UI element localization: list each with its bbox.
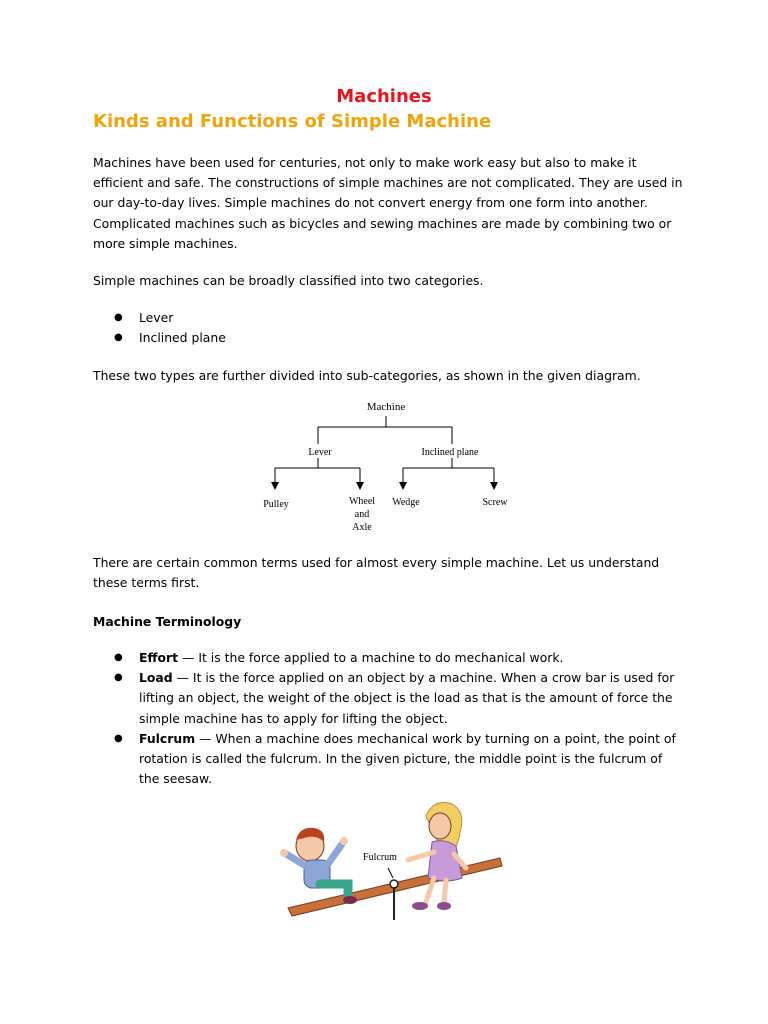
bullet: ● <box>114 652 123 663</box>
diagram-leaf-axle: Axle <box>352 522 372 533</box>
fulcrum-label: Fulcrum <box>363 852 397 863</box>
girl-figure <box>408 803 466 911</box>
bullet: ● <box>114 672 123 684</box>
diagram-leaf-screw: Screw <box>482 497 508 508</box>
terminology-heading: Machine Terminology <box>93 614 242 629</box>
diagram-branch-lever: Lever <box>308 447 332 458</box>
machine-classification-diagram <box>250 392 530 542</box>
terminology-list <box>93 648 683 789</box>
bullet: ● <box>114 312 123 323</box>
bullet: ● <box>114 332 123 344</box>
seesaw-illustration <box>268 798 510 928</box>
diagram-leaf-wheel: Wheel <box>348 496 376 507</box>
diagram-branch-inclined-plane: Inclined plane <box>421 447 479 458</box>
list-item <box>93 648 683 668</box>
term-load-definition: — It is the force applied on an object by a machine. When a crow bar is used for lifting an object, the weight of the object is the load as that is the amount of force the simple machine has to apply for lifting the object. <box>139 670 675 726</box>
diagram-leaf-and: and <box>354 509 370 520</box>
list-item <box>93 328 683 348</box>
page-subtitle: Kinds and Functions of Simple Machine <box>93 111 492 132</box>
list-item <box>93 668 683 729</box>
diagram-leaf-wedge: Wedge <box>392 497 420 508</box>
diagram-root: Machine <box>366 401 406 413</box>
term-fulcrum: Fulcrum <box>139 730 196 746</box>
categories-intro: Simple machines can be broadly classified into two categories. <box>93 273 484 288</box>
category-lever: Lever <box>139 310 174 325</box>
term-load: Load <box>139 670 173 686</box>
boy-figure <box>280 828 357 904</box>
term-effort: Effort <box>139 650 179 665</box>
term-fulcrum-definition: — When a machine does mechanical work by turning on a point, the point of rotation is called the fulcrum. In the given picture, the middle point is the fulcrum of the seesaw. <box>139 730 676 787</box>
bullet: ● <box>114 732 123 744</box>
terms-intro: There are certain common terms used for almost every simple machine. Let us understand these terms first. <box>93 555 660 591</box>
category-inclined-plane: Inclined plane <box>139 330 226 346</box>
list-item <box>93 308 683 328</box>
list-item <box>93 729 683 790</box>
intro-paragraph: Machines have been used for centuries, not only to make work easy but also to make it efficient and safe. The constructions of simple machines are not complicated. They are used in our day-to-day lives. Simple machines do not convert energy from one form into another. Complicated machines such as bicycles and sewing machines are made by combining two or more simple machines. <box>93 155 683 251</box>
term-effort-definition: — It is the force applied to a machine to do mechanical work. <box>178 650 564 665</box>
categories-list <box>93 308 683 348</box>
page-title: Machines <box>336 86 432 107</box>
diagram-leaf-pulley: Pulley <box>263 499 289 510</box>
subcategories-intro: These two types are further divided into sub-categories, as shown in the given diagram. <box>93 368 641 383</box>
